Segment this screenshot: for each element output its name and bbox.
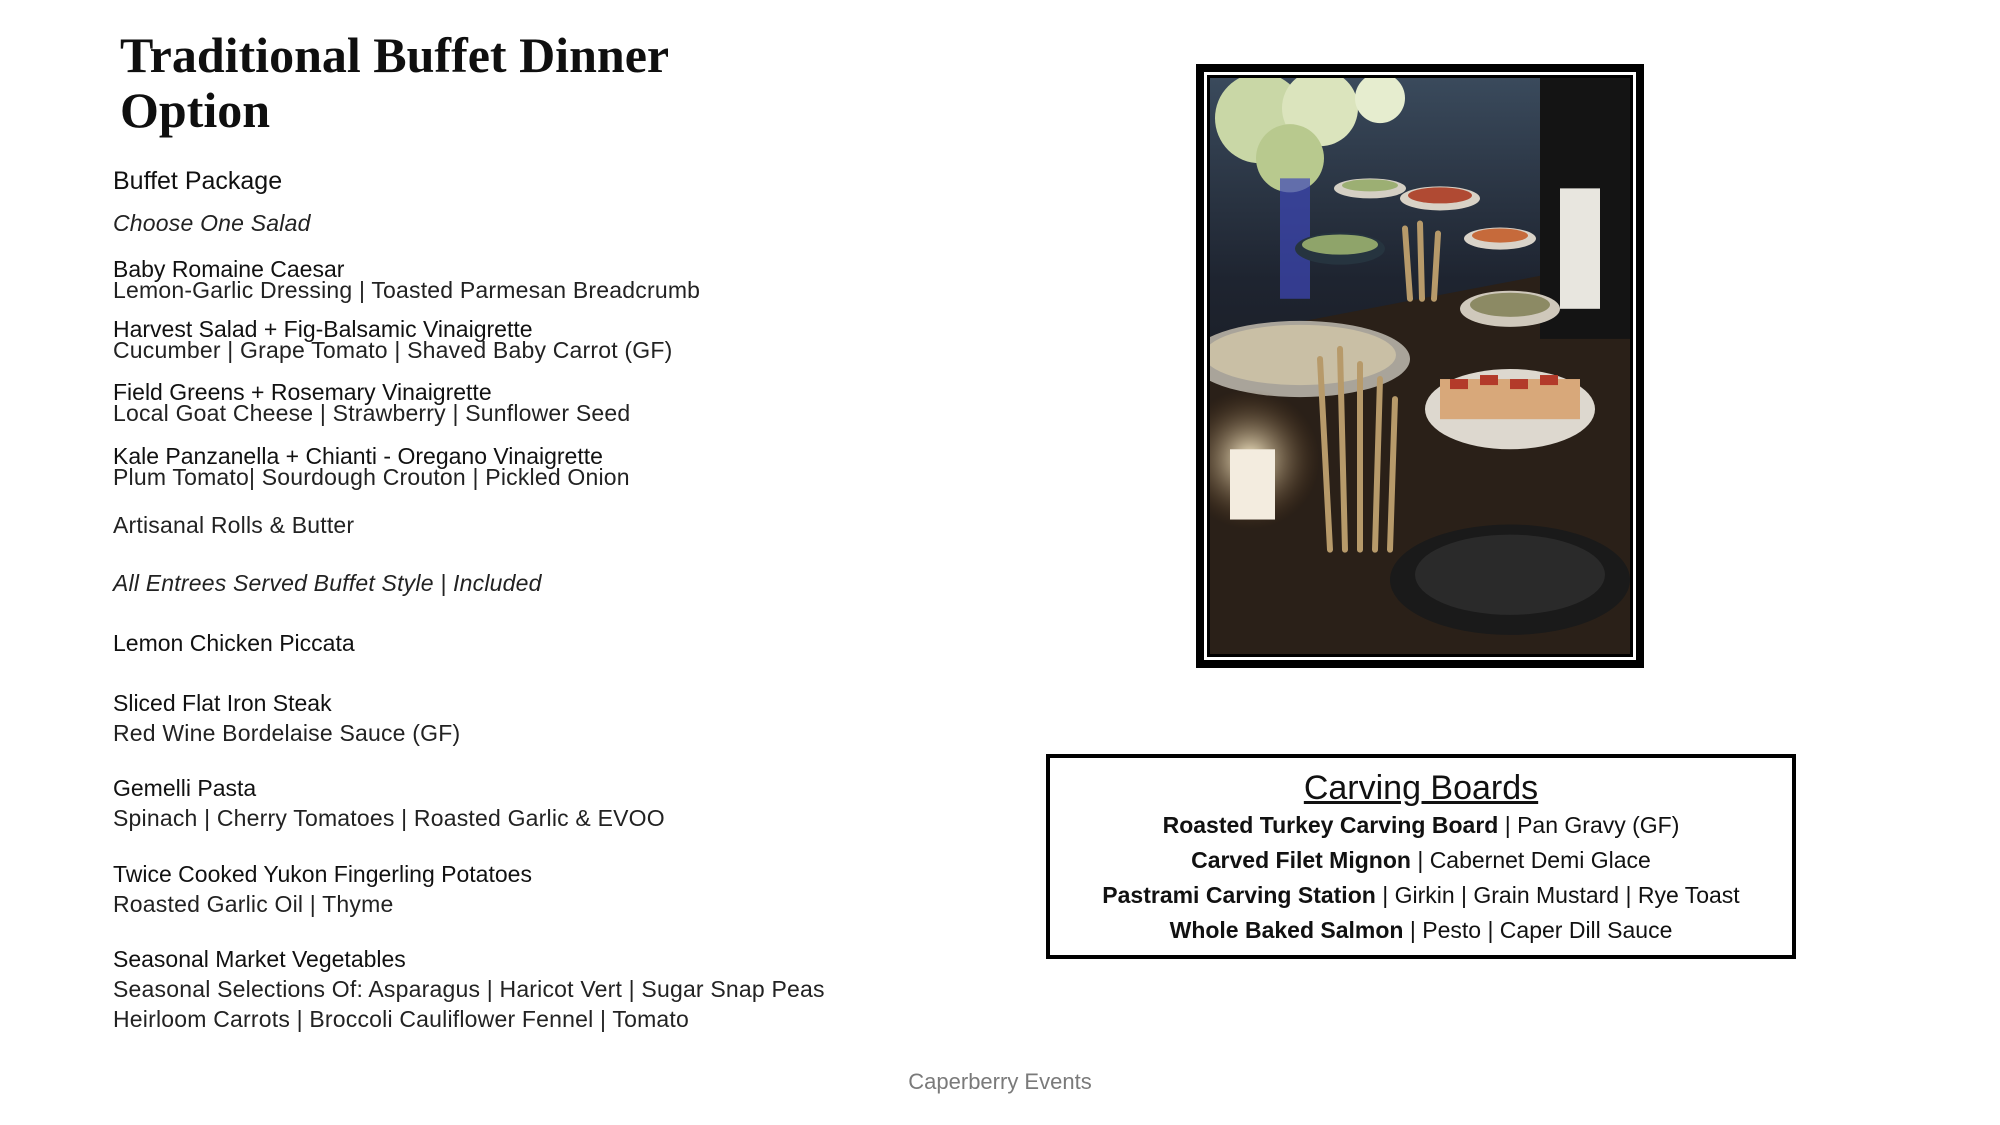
entree-desc: Seasonal Selections Of: Asparagus | Haricot Vert | Sugar Snap Peas xyxy=(113,976,825,1002)
carving-boards-box xyxy=(1046,754,1796,959)
rolls-text: Artisanal Rolls & Butter xyxy=(113,512,355,538)
entrees-note: All Entrees Served Buffet Style | Included xyxy=(113,570,542,596)
carving-item-name: Whole Baked Salmon xyxy=(1169,917,1404,943)
entree-name: Seasonal Market Vegetables xyxy=(113,946,406,972)
salad-name: Field Greens + Rosemary Vinaigrette xyxy=(113,379,492,405)
entree-name: Lemon Chicken Piccata xyxy=(113,630,355,656)
carving-item-desc: | Cabernet Demi Glace xyxy=(1410,847,1651,873)
title-line-2: Option xyxy=(120,82,271,138)
entree-name: Gemelli Pasta xyxy=(113,775,257,801)
salad-desc: Local Goat Cheese | Strawberry | Sunflower Seed xyxy=(113,400,631,426)
entree-desc: Red Wine Bordelaise Sauce (GF) xyxy=(113,720,461,746)
salad-name: Harvest Salad + Fig-Balsamic Vinaigrette xyxy=(113,316,533,342)
carving-item-name: Roasted Turkey Carving Board xyxy=(1162,812,1499,838)
salad-desc: Cucumber | Grape Tomato | Shaved Baby Carrot (GF) xyxy=(113,337,673,363)
buffet-photo xyxy=(1196,64,1644,668)
carving-item-desc: | Pan Gravy (GF) xyxy=(1498,812,1680,838)
carving-item xyxy=(1050,913,1792,948)
buffet-package-heading: Buffet Package xyxy=(113,167,283,195)
entree-desc: Spinach | Cherry Tomatoes | Roasted Garlic & EVOO xyxy=(113,805,665,831)
entree-desc-continued: Heirloom Carrots | Broccoli Cauliflower Fennel | Tomato xyxy=(113,1006,690,1032)
entree-name: Sliced Flat Iron Steak xyxy=(113,690,332,716)
salad-name: Baby Romaine Caesar xyxy=(113,256,345,282)
carving-boards-title: Carving Boards xyxy=(1303,769,1539,807)
carving-item-name: Pastrami Carving Station xyxy=(1102,882,1376,908)
salad-desc: Plum Tomato| Sourdough Crouton | Pickled Onion xyxy=(113,464,630,490)
entree-desc: Roasted Garlic Oil | Thyme xyxy=(113,891,394,917)
carving-item-name: Carved Filet Mignon xyxy=(1191,847,1411,873)
carving-item-desc: | Girkin | Grain Mustard | Rye Toast xyxy=(1375,882,1740,908)
footer-brand: Caperberry Events xyxy=(908,1069,1092,1094)
page-title xyxy=(120,28,840,138)
title-line-1: Traditional Buffet Dinner xyxy=(120,27,670,83)
buffet-photo-image xyxy=(1210,78,1630,654)
entree-name: Twice Cooked Yukon Fingerling Potatoes xyxy=(113,861,532,887)
carving-item-desc: | Pesto | Caper Dill Sauce xyxy=(1403,917,1673,943)
carving-item xyxy=(1050,878,1792,913)
carving-item xyxy=(1050,808,1792,843)
salad-desc: Lemon-Garlic Dressing | Toasted Parmesan Breadcrumb xyxy=(113,277,701,303)
carving-item xyxy=(1050,843,1792,878)
choose-salad-note: Choose One Salad xyxy=(113,210,311,236)
salad-name: Kale Panzanella + Chianti - Oregano Vinaigrette xyxy=(113,443,603,469)
